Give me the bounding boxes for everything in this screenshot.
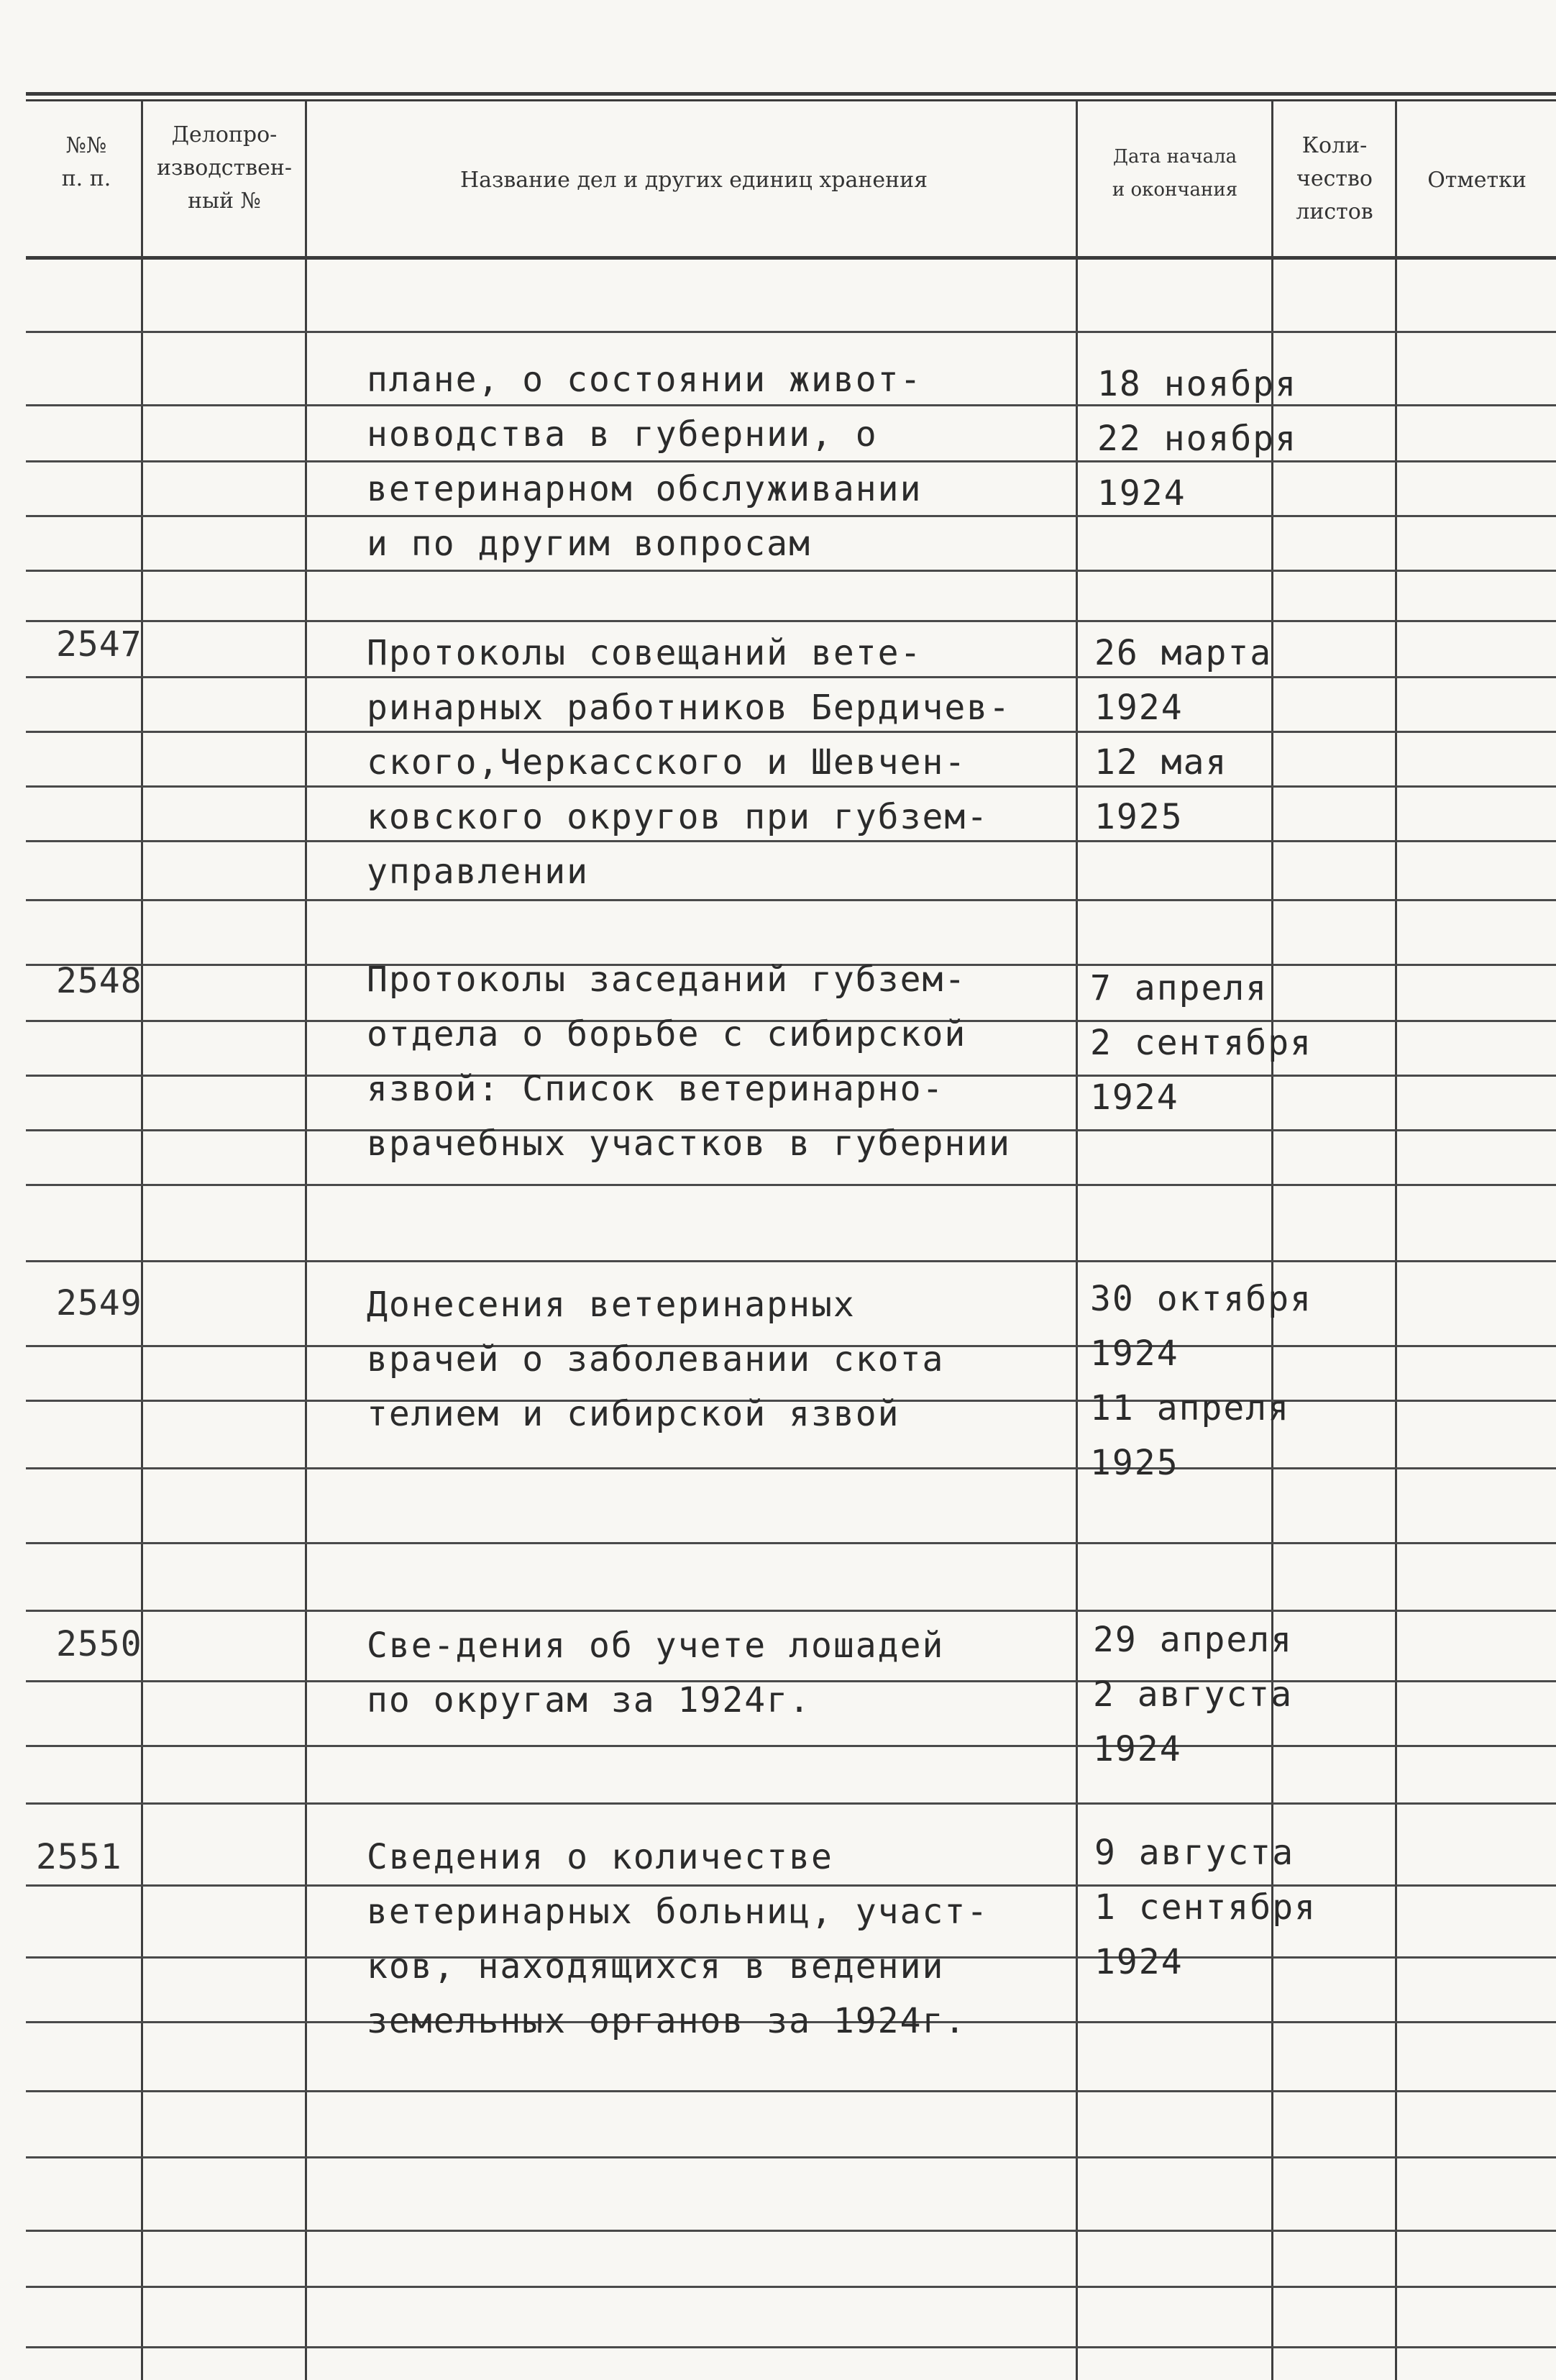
entry-date-line: 29 апреля <box>1093 1620 1294 1660</box>
entry-title <box>367 1618 944 1728</box>
header-col-sep-4 <box>1271 101 1273 259</box>
entry-title <box>367 626 1011 899</box>
entry-date-line: 1924 <box>1090 1333 1179 1374</box>
entry-title <box>367 952 1011 1171</box>
entry-title-line: Сведения о количестве <box>367 1837 833 1877</box>
entry-title-line: ков, находящихся в ведении <box>367 1946 945 1987</box>
entry-title-line: Протоколы заседаний губзем- <box>367 959 967 1000</box>
row-rule <box>26 1802 1556 1805</box>
entry-date-line: 1924 <box>1093 1729 1182 1769</box>
entry-title-line: управлении <box>367 852 589 892</box>
header-col-title: Название дел и других единиц хранения <box>459 168 928 193</box>
body-col-sep-5 <box>1395 259 1397 2380</box>
header-top-rule <box>26 92 1556 96</box>
entry-title <box>367 352 922 571</box>
entry-dates <box>1090 961 1312 1125</box>
entry-title-line: ского,Черкасского и Шевчен- <box>367 742 967 783</box>
row-rule <box>26 899 1556 901</box>
entry-title <box>367 1830 989 2048</box>
header-col-sep-1 <box>141 101 143 259</box>
row-rule <box>26 2286 1556 2288</box>
entry-title-line: врачебных участков в губернии <box>367 1123 1012 1164</box>
entry-title-line: ветеринарном обслуживании <box>367 469 923 509</box>
row-rule <box>26 331 1556 333</box>
entry-date-line: 1924 <box>1097 473 1186 514</box>
body-col-sep-2 <box>305 259 307 2380</box>
entry-title-line: новодства в губернии, о <box>367 414 878 455</box>
entry-title-line: ковского округов при губзем- <box>367 797 989 837</box>
entry-title-line: язвой: Список ветеринарно- <box>367 1069 945 1109</box>
row-rule <box>26 2346 1556 2348</box>
row-rule <box>26 1610 1556 1612</box>
entry-dates <box>1094 626 1272 844</box>
entry-number: 2547 <box>56 624 142 665</box>
row-rule <box>26 1542 1556 1544</box>
entry-date-line: 26 марта <box>1094 633 1273 673</box>
entry-number: 2548 <box>56 961 142 1001</box>
entry-date-line: 1925 <box>1094 797 1184 837</box>
entry-date-line: 2 сентября <box>1090 1023 1312 1063</box>
entry-title-line: Протоколы совещаний вете- <box>367 633 923 673</box>
header-col-sheets: Коли- чество листов <box>1296 133 1373 224</box>
entry-title-line: Донесения ветеринарных <box>367 1285 856 1325</box>
entry-title-line: по округам за 1924г. <box>367 1680 811 1720</box>
entry-dates <box>1097 357 1297 521</box>
row-rule <box>26 1745 1556 1747</box>
header-col-sep-2 <box>305 101 307 259</box>
row-rule <box>26 2156 1556 2158</box>
entry-dates <box>1094 1825 1317 1989</box>
entry-dates <box>1090 1272 1312 1490</box>
header-bottom-rule <box>26 256 1556 260</box>
row-rule <box>26 2230 1556 2232</box>
entry-title-line: плане, о состоянии живот- <box>367 360 923 400</box>
entry-title-line: телием и сибирской язвой <box>367 1394 900 1434</box>
entry-title-line: ветеринарных больниц, участ- <box>367 1892 989 1932</box>
body-col-sep-3 <box>1076 259 1078 2380</box>
entry-date-line: 9 августа <box>1094 1833 1295 1873</box>
entry-title-line: земельных органов за 1924г. <box>367 2001 967 2041</box>
entry-title-line: и по другим вопросам <box>367 524 811 564</box>
entry-date-line: 12 мая <box>1094 742 1228 783</box>
entry-date-line: 2 августа <box>1093 1674 1294 1715</box>
entry-title <box>367 1277 944 1441</box>
entry-date-line: 30 октября <box>1090 1279 1312 1319</box>
header-col-number: №№ п. п. <box>61 133 111 191</box>
header-col-dates: Дата начала и окончания <box>1112 146 1238 201</box>
entry-date-line: 11 апреля <box>1090 1388 1291 1428</box>
entry-number: 2551 <box>36 1837 122 1877</box>
row-rule <box>26 1467 1556 1469</box>
entry-date-line: 1925 <box>1090 1443 1179 1483</box>
entry-date-line: 1 сентября <box>1094 1887 1317 1928</box>
row-rule <box>26 1260 1556 1262</box>
header-col-notes: Отметки <box>1427 168 1527 193</box>
header-col-sep-5 <box>1395 101 1397 259</box>
entry-date-line: 1924 <box>1090 1077 1179 1118</box>
row-rule <box>26 1184 1556 1186</box>
row-rule <box>26 2090 1556 2092</box>
entry-title-line: врачей о заболевании скота <box>367 1339 945 1380</box>
entry-dates <box>1093 1613 1293 1777</box>
entry-title-line: Све-дения об учете лошадей <box>367 1626 945 1666</box>
entry-date-line: 18 ноября <box>1097 364 1298 404</box>
header-top-rule-2 <box>26 99 1556 101</box>
entry-number: 2549 <box>56 1283 142 1323</box>
row-rule <box>26 620 1556 622</box>
entry-date-line: 1924 <box>1094 1942 1184 1982</box>
entry-date-line: 7 апреля <box>1090 968 1268 1008</box>
entry-date-line: 1924 <box>1094 688 1184 728</box>
entry-title-line: отдела о борьбе с сибирской <box>367 1014 967 1054</box>
entry-date-line: 22 ноября <box>1097 419 1298 459</box>
entry-title-line: ринарных работников Бердичев- <box>367 688 1012 728</box>
header-col-office-number: Делопро- изводствен- ный № <box>157 122 292 214</box>
entry-number: 2550 <box>56 1624 142 1664</box>
